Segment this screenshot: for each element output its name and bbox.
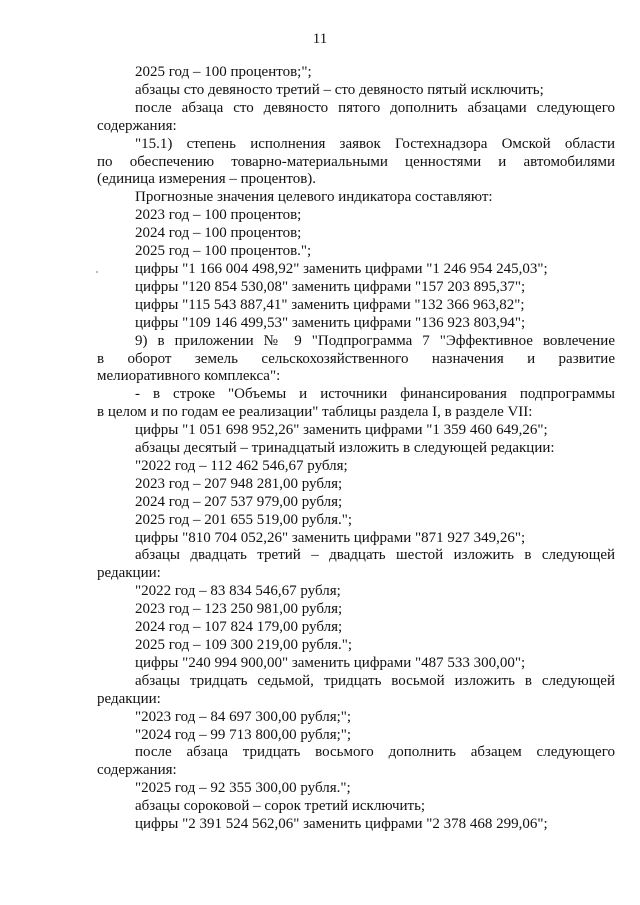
paragraph-line: 2025 год – 201 655 519,00 рубля."; — [135, 511, 353, 528]
paragraph-line: 2024 год – 107 824 179,00 рубля; — [135, 619, 343, 636]
paragraph-line: после абзаца сто девяносто пятого дополнить абзацами следующего — [135, 99, 615, 116]
paragraph-line: абзацы тридцать седьмой, тридцать восьмой изложить в следующей — [135, 672, 615, 689]
paragraph-line: Прогнозные значения целевого индикатора составляют: — [135, 189, 493, 206]
paragraph-line: содержания: — [97, 117, 177, 134]
paragraph-line: абзацы сто девяносто третий – сто девяносто пятый исключить; — [135, 81, 544, 98]
paragraph-line: в оборот земель сельскохозяйственного назначения и развитие — [97, 350, 615, 367]
paragraph-line: цифры "109 146 499,53" заменить цифрами "136 923 803,94"; — [135, 314, 526, 331]
paragraph-line: "2022 год – 112 462 546,67 рубля; — [135, 457, 348, 474]
paragraph-line: цифры "1 166 004 498,92" заменить цифрами "1 246 954 245,03"; — [135, 260, 548, 277]
paragraph-line: содержания: — [97, 762, 177, 779]
paragraph-line: 2023 год – 100 процентов; — [135, 207, 302, 224]
paragraph-line: абзацы десятый – тринадцатый изложить в следующей редакции: — [135, 440, 555, 457]
paragraph-line: 9) в приложении № 9 "Подпрограмма 7 "Эффективное вовлечение — [135, 332, 615, 349]
paragraph-line: - в строке "Объемы и источники финансирования подпрограммы — [135, 386, 615, 403]
paragraph-line: "2023 год – 84 697 300,00 рубля;"; — [135, 708, 352, 725]
page-number: 11 — [312, 31, 328, 47]
paragraph-line: 2025 год – 100 процентов."; — [135, 243, 312, 260]
paragraph-line: (единица измерения – процентов). — [97, 171, 317, 188]
paragraph-line: 2024 год – 100 процентов; — [135, 225, 302, 242]
paragraph-line: 2023 год – 123 250 981,00 рубля; — [135, 601, 343, 618]
paragraph-line: абзацы двадцать третий – двадцать шестой изложить в следующей — [135, 547, 615, 564]
paragraph-line: "2025 год – 92 355 300,00 рубля."; — [135, 780, 351, 797]
paragraph-line: абзацы сороковой – сорок третий исключить; — [135, 798, 426, 815]
paragraph-line: "15.1) степень исполнения заявок Гостехнадзора Омской области — [135, 135, 615, 152]
paragraph-line: цифры "810 704 052,26" заменить цифрами "871 927 349,26"; — [135, 529, 526, 546]
paragraph-line: по обеспечению товарно-материальными ценностями и автомобилями — [97, 153, 615, 170]
paragraph-line: цифры "240 994 900,00" заменить цифрами "487 533 300,00"; — [135, 654, 526, 671]
paragraph-line: "2024 год – 99 713 800,00 рубля;"; — [135, 726, 352, 743]
paragraph-line: после абзаца тридцать восьмого дополнить абзацем следующего — [135, 744, 615, 761]
paragraph-line: 2025 год – 100 процентов;"; — [135, 64, 312, 80]
paragraph-line: мелиоративного комплекса": — [97, 368, 281, 385]
document-body — [97, 64, 615, 834]
paragraph-line: цифры "2 391 524 562,06" заменить цифрами "2 378 468 299,06"; — [135, 816, 548, 833]
paragraph-line: цифры "115 543 887,41" заменить цифрами "132 366 963,82"; — [135, 296, 525, 313]
paragraph-line: цифры "1 051 698 952,26" заменить цифрами "1 359 460 649,26"; — [135, 422, 548, 439]
paragraph-line: редакции: — [97, 690, 161, 707]
paragraph-line: в целом и по годам ее реализации" таблицы раздела I, в разделе VII: — [97, 404, 533, 421]
paragraph-line: 2025 год – 109 300 219,00 рубля."; — [135, 637, 353, 653]
paragraph-line: цифры "120 854 530,08" заменить цифрами "157 203 895,37"; — [135, 278, 526, 295]
paragraph-line: "2022 год – 83 834 546,67 рубля; — [135, 583, 341, 600]
paragraph-line: 2023 год – 207 948 281,00 рубля; — [135, 475, 343, 492]
paragraph-line: 2024 год – 207 537 979,00 рубля; — [135, 493, 343, 510]
paragraph-line: редакции: — [97, 565, 161, 582]
